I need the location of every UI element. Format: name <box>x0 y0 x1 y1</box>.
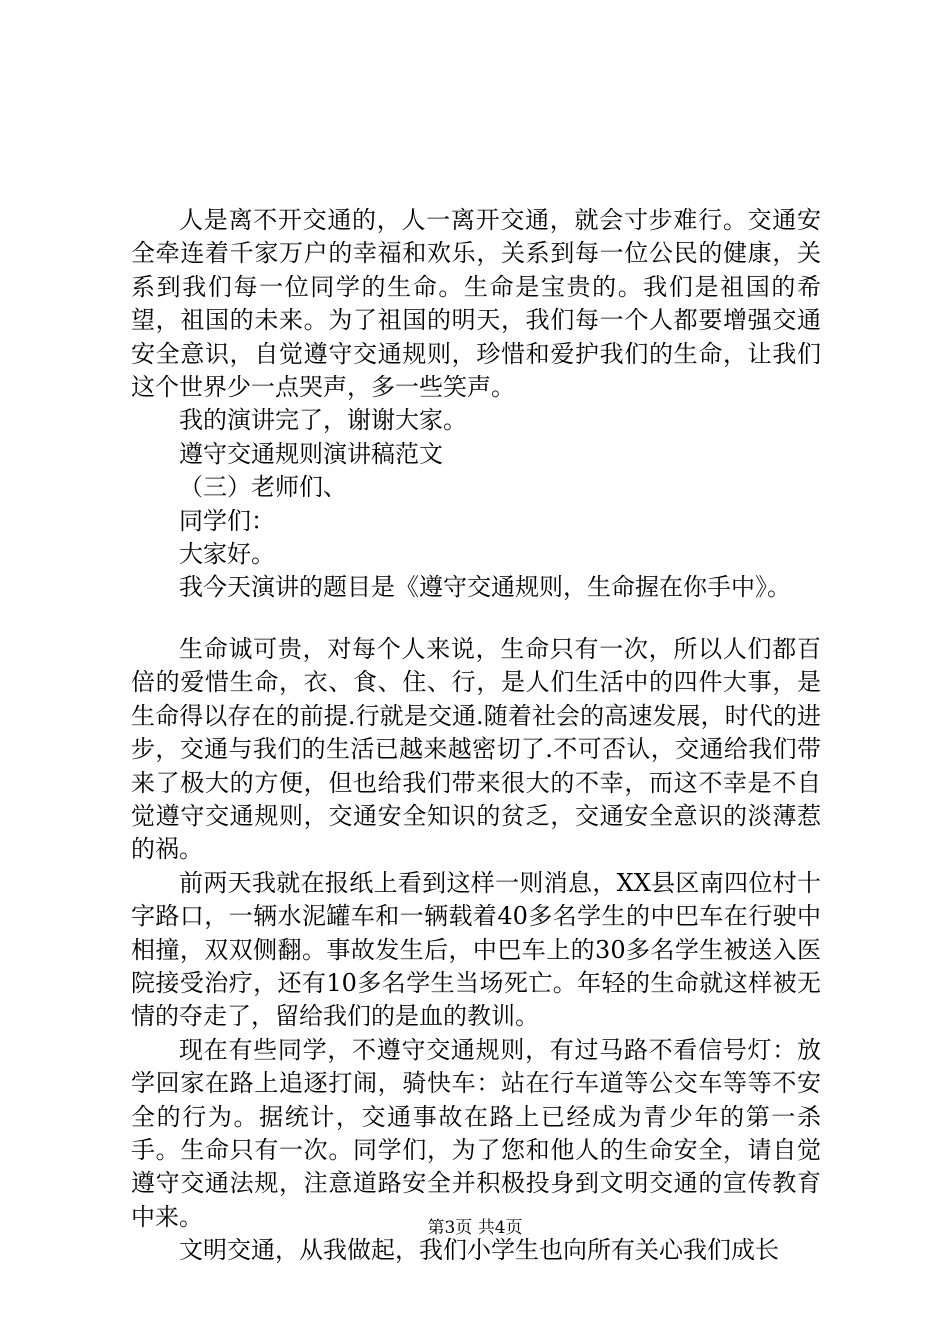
greeting: 大家好。 <box>179 540 275 569</box>
paragraph-life-precious: 生命诚可贵，对每个人来说，生命只有一次，所以人们都百倍的爱惜生命，衣、食、住、行，是人们生活中的四件大事，是生命得以存在的前提.行就是交通.随着社会的高速发展，时代的进步，交通与我们的生活已越来越密切了.不可否认，交通给我们带来了极大的方便，但也给我们带来很大的不幸，而这不幸是不自觉遵守交通规则，交通安全知识的贫乏，交通安全意识的淡薄惹的祸。 <box>131 634 821 864</box>
paragraph-unsafe-behavior: 现在有些同学，不遵守交通规则，有过马路不看信号灯：放学回家在路上追逐打闹，骑快车：站在行车道等公交车等等不安全的行为。据统计，交通事故在路上已经成为青少年的第一杀手。生命只有一次。同学们，为了您和他人的生命安全，请自觉遵守交通法规，注意道路安全并积极投身到文明交通的宣传教育中来。 <box>131 1035 821 1231</box>
document-body <box>131 204 821 1268</box>
paragraph-closing-thanks: 我的演讲完了，谢谢大家。 <box>179 406 467 435</box>
salutation-teachers: （三）老师们、 <box>179 473 347 502</box>
section-title: 遵守交通规则演讲稿范文 <box>179 439 443 468</box>
speech-topic: 我今天演讲的题目是《遵守交通规则，生命握在你手中》。 <box>179 573 791 602</box>
paragraph-traffic-importance: 人是离不开交通的，人一离开交通，就会寸步难行。交通安全牵连着千家万户的幸福和欢乐，关系到每一位公民的健康，关系到我们每一位同学的生命。生命是宝贵的。我们是祖国的希望，祖国的未来。为了祖国的明天，我们每一个人都要增强交通安全意识，自觉遵守交通规则，珍惜和爱护我们的生命，让我们这个世界少一点哭声，多一些笑声。 <box>131 206 821 402</box>
paragraph-civilized-traffic: 文明交通，从我做起，我们小学生也向所有关心我们成长 <box>179 1236 779 1265</box>
page-footer: 第3页 共4页 <box>427 1218 523 1238</box>
salutation-students: 同学们： <box>179 506 275 535</box>
paragraph-news-accident: 前两天我就在报纸上看到这样一则消息，XX县区南四位村十字路口，一辆水泥罐车和一辆载着40多名学生的中巴车在行驶中相撞，双双侧翻。事故发生后，中巴车上的30多名学生被送入医院接受治疗，还有10多名学生当场死亡。年轻的生命就这样被无情的夺走了，留给我们的是血的教训。 <box>131 868 821 1031</box>
